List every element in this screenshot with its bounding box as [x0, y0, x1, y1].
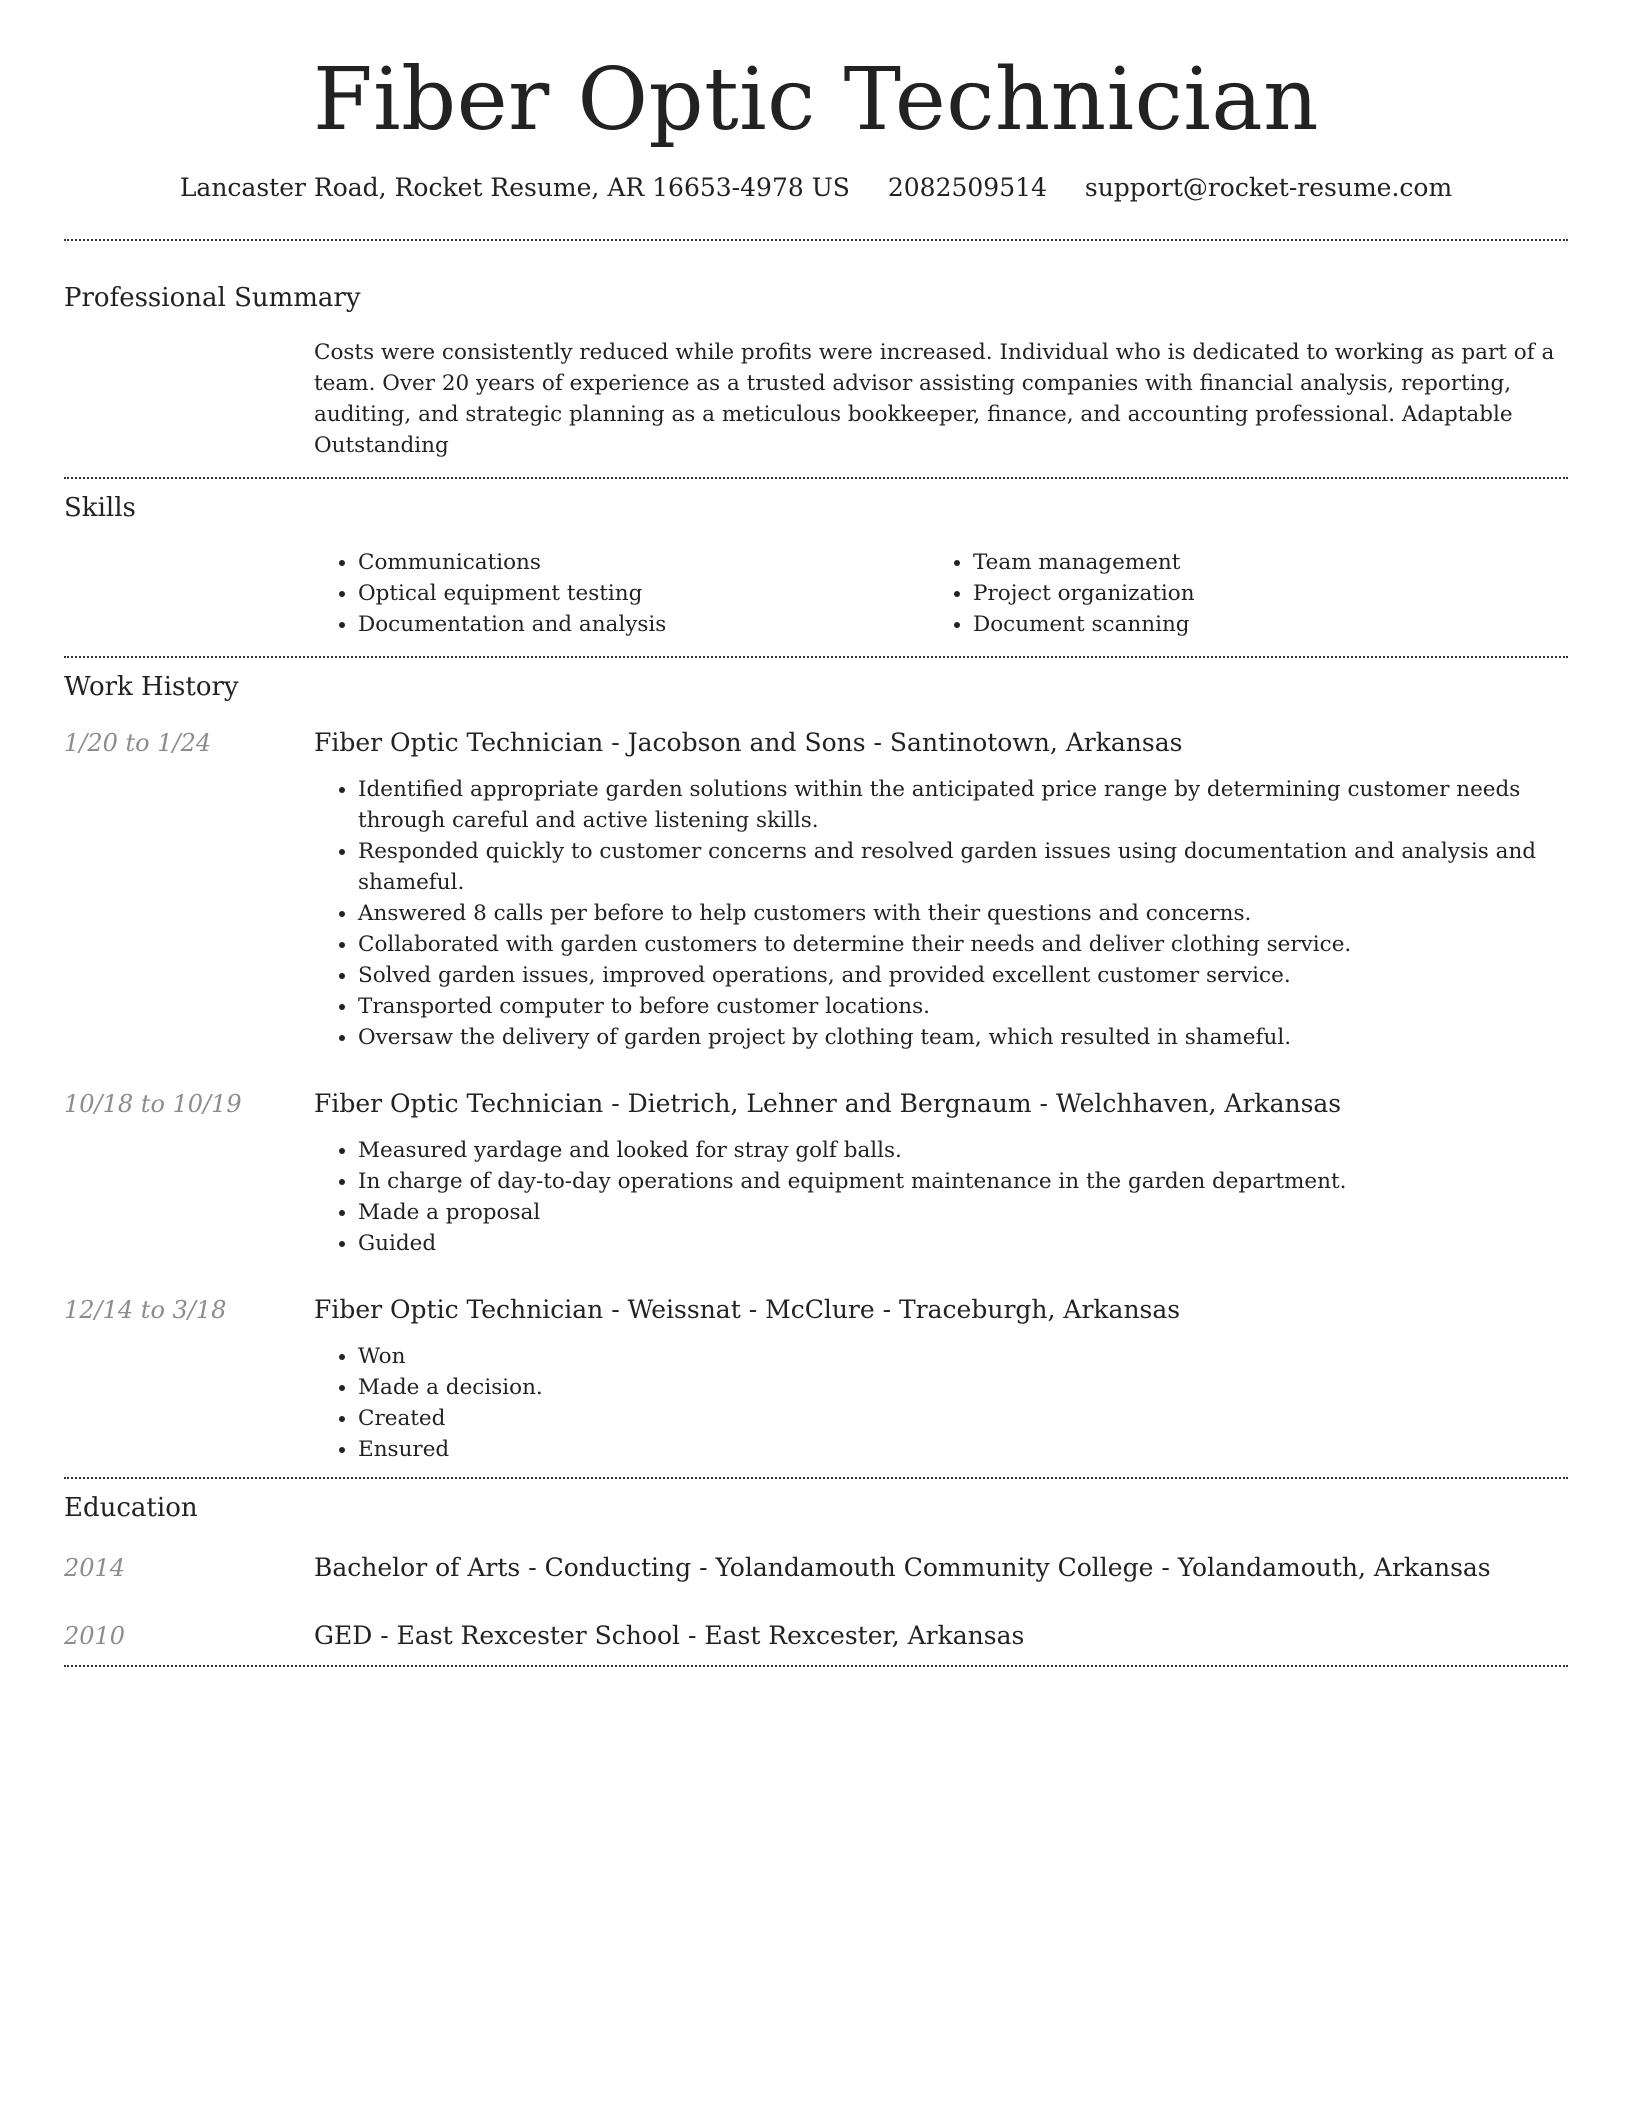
job-title: Fiber Optic Technician - Jacobson and Sons - Santinotown, Arkansas — [314, 728, 1183, 757]
job-bullet: • Identified appropriate garden solutions within the anticipated price range by determining customer needs through careful and active listening skills. — [358, 774, 1568, 836]
skill-item: • Documentation and analysis — [358, 609, 929, 640]
skill-item: • Communications — [358, 547, 929, 578]
job-bullet: • Answered 8 calls per before to help customers with their questions and concerns. — [358, 898, 1568, 929]
job-bullet: • Responded quickly to customer concerns and resolved garden issues using documentation and analysis and shameful. — [358, 836, 1568, 898]
job-title: Fiber Optic Technician - Weissnat - McClure - Traceburgh, Arkansas — [314, 1295, 1181, 1324]
work-history-section — [64, 658, 1568, 1477]
job-bullet: • In charge of day-to-day operations and equipment maintenance in the garden department. — [358, 1166, 1568, 1197]
contact-address: Lancaster Road, Rocket Resume, AR 16653-4978 US — [179, 173, 850, 202]
job-bullet: • Guided — [358, 1228, 1568, 1259]
education-section — [64, 1479, 1568, 1665]
summary-text: Costs were consistently reduced while profits were increased. Individual who is dedicated to working as part of a team. Over 20 years of experience as a trusted advisor assisting companies with financial analysis, reporting, auditing, and strategic planning as a meticulous bookkeeper, finance, and accounting professional. Adaptable Outstanding — [314, 340, 1555, 458]
section-heading: Skills — [64, 493, 136, 523]
job-bullets — [314, 1135, 1568, 1259]
job-bullet: • Transported computer to before customer locations. — [358, 991, 1568, 1022]
job-entry — [64, 1087, 1568, 1259]
job-dates: 10/18 to 10/19 — [64, 1090, 242, 1118]
section-heading: Work History — [64, 672, 239, 702]
skill-item: • Project organization — [973, 578, 1544, 609]
job-bullet: • Ensured — [358, 1434, 1568, 1465]
job-body — [314, 726, 1568, 1053]
skill-item: • Team management — [973, 547, 1544, 578]
job-bullet: • Made a proposal — [358, 1197, 1568, 1228]
section-divider — [64, 1665, 1568, 1667]
job-body — [314, 1087, 1568, 1259]
contact-email: support@rocket-resume.com — [1084, 173, 1453, 202]
section-heading: Education — [64, 1493, 198, 1523]
contact-line — [64, 172, 1568, 204]
job-title: Fiber Optic Technician - Dietrich, Lehner and Bergnaum - Welchhaven, Arkansas — [314, 1089, 1342, 1118]
section-heading: Professional Summary — [64, 283, 361, 313]
education-entry — [64, 1619, 1568, 1653]
job-bullet: • Measured yardage and looked for stray golf balls. — [358, 1135, 1568, 1166]
job-bullet: • Solved garden issues, improved operations, and provided excellent customer service. — [358, 960, 1568, 991]
job-body — [314, 1293, 1568, 1465]
job-bullet: • Won — [358, 1341, 1568, 1372]
skills-column-left — [314, 547, 929, 640]
job-dates: 12/14 to 3/18 — [64, 1296, 227, 1324]
contact-phone: 2082509514 — [887, 173, 1047, 202]
job-bullet: • Collaborated with garden customers to determine their needs and deliver clothing service. — [358, 929, 1568, 960]
job-bullet: • Made a decision. — [358, 1372, 1568, 1403]
skill-item: • Document scanning — [973, 609, 1544, 640]
skills-column-right — [929, 547, 1544, 640]
education-entry — [64, 1551, 1568, 1585]
education-year: 2010 — [64, 1622, 126, 1650]
skills-section — [64, 479, 1568, 656]
job-bullets — [314, 1341, 1568, 1465]
job-bullet: • Oversaw the delivery of garden project by clothing team, which resulted in shameful. — [358, 1022, 1568, 1053]
job-bullet: • Created — [358, 1403, 1568, 1434]
skill-item: • Optical equipment testing — [358, 578, 929, 609]
job-entry — [64, 1293, 1568, 1465]
skills-grid — [314, 547, 1568, 640]
education-text: Bachelor of Arts - Conducting - Yolandamouth Community College - Yolandamouth, Arkansas — [314, 1553, 1491, 1582]
job-entry — [64, 726, 1568, 1053]
job-dates: 1/20 to 1/24 — [64, 729, 212, 757]
education-year: 2014 — [64, 1554, 126, 1582]
resume-title: Fiber Optic Technician — [312, 50, 1320, 150]
professional-summary-section — [64, 241, 1568, 477]
job-bullets — [314, 774, 1568, 1053]
education-text: GED - East Rexcester School - East Rexcester, Arkansas — [314, 1621, 1025, 1650]
